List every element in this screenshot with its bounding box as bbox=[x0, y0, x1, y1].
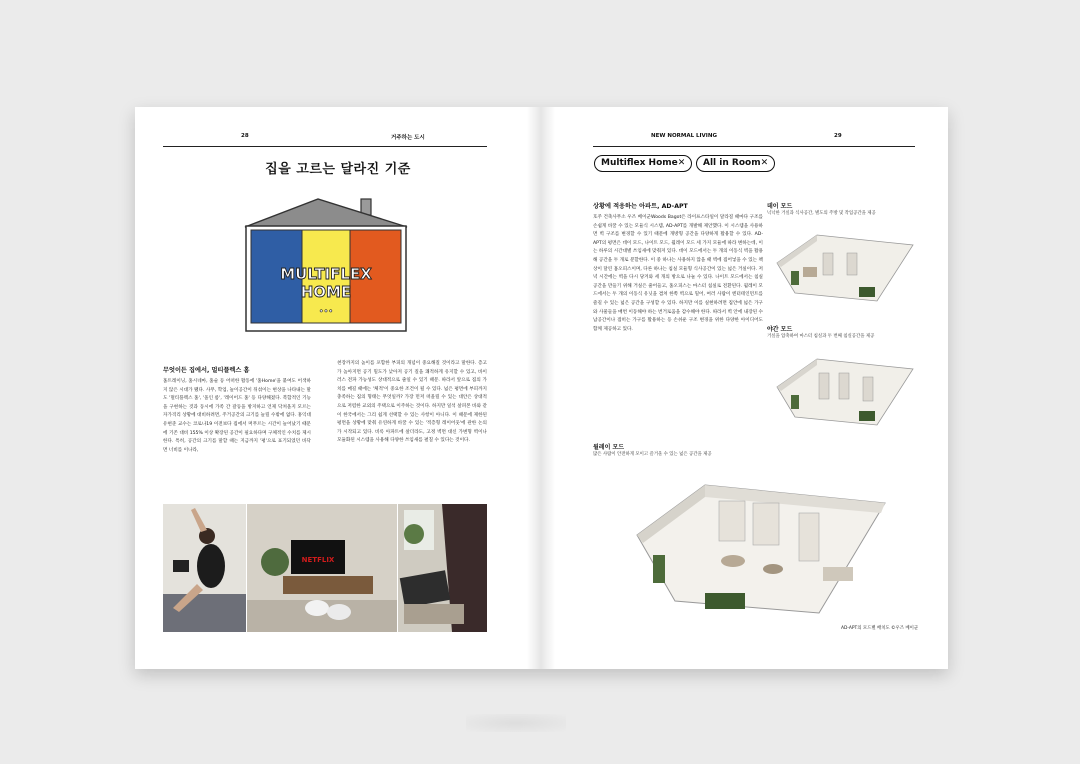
left-page bbox=[135, 107, 541, 669]
party-mode-floorplan bbox=[623, 475, 893, 623]
illustration-text-2: HOME bbox=[300, 283, 352, 301]
body-right: 호주 건축사무소 우즈 베이군Woods Bagot은 라이프스타일이 달라질 때마다 구조를 손쉽게 바꿀 수 있는 모듈식 시스템, AD-APT를 개발해 제안했다. 이 시스템을 사용하면 벽 구조를 변경할 수 있기 때문에 개방형 공간을 다양하게 활용할 수 있다. AD-APT의 평면은 데이 모드, 나이트 모드, 윌레이 모드 세 가지 모듈에 따라 변하는데, 이는 하루의 시간대별 쓰임새에 맞춰져 있다. 데이 모드에서는 두 개의 이동식 벽을 활용해 공간을 두 개로 분할한다. 이 중 하나는 사용하지 않을 때 벽에 집어넣을 수 있는 책상이 달린 홈오피스이며, 다른 하나는 침실 모듈형 식사공간이 있는 넓은 거실이다. 저녁 시간에는 벽을 다시 당겨와 세 개의 방으로 나눌 수 있다. 나이트 모드에서는 침실공간을 만들기 위해 거실은 줄어들고, 홈오피스는 마스터 침실로 전환된다. 윌레이 모드에서는 두 개의 이동식 유닛을 겹쳐 한쪽 벽으로 밀어, 여러 사람이 엔터테인먼트를 즐길 수 있는 넓은 공간을 구성할 수 있다. 하지만 이를 실현하려면 집안에 넓은 가구와 사물들을 매번 이동해야 하는 번거로움을 감수해야 한다. 따라서 벽 안에 내장된 수납공간이나 접히는 가구를 활용하는 등 손쉬운 구조 변경을 위한 다양한 아이디어도 함께 제공하고 있다. bbox=[593, 215, 763, 332]
page-title: 집을 고르는 달라진 기준 bbox=[265, 162, 411, 177]
header-rule bbox=[163, 146, 487, 147]
right-page-number: 29 bbox=[834, 133, 842, 139]
section-title-right: 상황에 적응하는 아파트, AD-APT bbox=[593, 203, 688, 210]
house-illustration bbox=[243, 197, 409, 333]
body-column-1: 홈트레이닝, 홈시네마, 홈술 등 어떠한 활동에 '홈Home'을 붙여도 어색하지 않은 시대가 됐다. 사무, 학업, 놀이공간이 뒤섞이는 현상을 나타내는 말도 '멀티플렉스 홈', '올인 룸', '레이어드 홈' 등 다양해졌다. 복합적인 기능을 구현하는 것과 동시에 가족 간 갈등을 방지하고 언제 닥쳐올지 모르는 자가격리 상황에 대비하려면, 주거공간의 크기를 늘릴 수밖에 없다. 홍익대 유현준 교수는 코로나19 이전보다 집에서 머무르는 시간이 늘어났기 때문에 기존 대비 155% 이상 확장된 공간이 필요하다며 구체적인 수치를 제시한다. 특히, 공간의 크기를 말할 때는 지금까지 '평'으로 표기되었던 바닥 면 너비를 이나라, bbox=[163, 379, 311, 453]
close-icon: ✕ bbox=[760, 158, 769, 168]
close-icon: ✕ bbox=[677, 158, 686, 168]
right-page bbox=[541, 107, 948, 669]
magazine-spread bbox=[135, 107, 948, 669]
photo-home-training bbox=[163, 504, 246, 632]
day-mode-desc: 넉넉한 거실과 식사공간, 별도의 주방 및 작업공간을 제공 bbox=[767, 211, 876, 216]
left-running-head: 거주하는 도시 bbox=[391, 135, 425, 141]
body-column-2: 천장까지의 높이를 포함한 부피의 개념이 중요해질 것이라고 말한다. 층고가 높아지면 공기 밀도가 낮아져 공기 질을 쾌적하게 유지할 수 있고, 바이러스 전파 가능성도 상대적으로 줄일 수 있기 때문. 따라서 앞으로 집의 가치를 매길 때에는 '체적'이 중요한 조건이 될 수 있다. 넓은 평면에 부피까지 충족하는 집의 형태는 무엇일까? 가장 먼저 떠올릴 수 있는 대안은 상대적으로 저렴한 교외의 주택으로 이주하는 것이다. 하지만 일석 살펴본 바와 같이 한국에서는 그리 쉽게 선택할 수 있는 사항이 아니다. 이 때문에 제한된 평면을 상황에 맞춰 유연하게 바꿀 수 있는 '적층형 레이어웃'에 관한 논의가 시작되고 있다. 비록 아파트에 살더라도, 고정 벽면 대신 가변형 벽이나 모듈화된 시스템을 사용해 다양한 쓰임새를 펼칠 수 있다는 것이다. bbox=[337, 361, 487, 444]
svg-text:NETFLIX: NETFLIX bbox=[301, 556, 335, 564]
illustration-dots: ••• bbox=[318, 307, 334, 316]
illustration-text-1: MULTIFLEX bbox=[280, 265, 372, 283]
night-mode-title: 야간 모드 bbox=[767, 326, 793, 333]
tag-label: Multiflex Home bbox=[601, 158, 678, 168]
photo-home-office bbox=[398, 504, 487, 632]
day-mode-title: 데이 모드 bbox=[767, 203, 793, 210]
photo-home-cinema bbox=[247, 504, 397, 632]
section-title: 무엇이든 집에서, 멀티플렉스 홈 bbox=[163, 367, 250, 374]
tag-all-in-room bbox=[696, 155, 775, 172]
gutter-shadow-right bbox=[541, 107, 555, 669]
left-page-number: 28 bbox=[241, 133, 249, 139]
party-mode-desc: 많은 사람이 안전하게 모이고 즐거울 수 있는 넓은 공간을 제공 bbox=[593, 452, 712, 457]
header-rule-right bbox=[593, 146, 915, 147]
night-mode-desc: 거실을 압축하여 마스터 침실과 두 번째 침실공간을 제공 bbox=[767, 334, 875, 339]
party-mode-title: 윌레이 모드 bbox=[593, 444, 625, 451]
day-mode-floorplan bbox=[767, 223, 915, 305]
night-mode-floorplan bbox=[767, 347, 915, 429]
right-running-head: NEW NORMAL LIVING bbox=[651, 133, 717, 139]
figure-caption: AD-APT의 모드별 배치도 ©우즈 베이군 bbox=[841, 626, 919, 631]
gutter-shadow-left bbox=[527, 107, 541, 669]
tag-label: All in Room bbox=[703, 158, 761, 168]
floor-shadow bbox=[466, 714, 566, 732]
tag-multiflex-home bbox=[594, 155, 692, 172]
